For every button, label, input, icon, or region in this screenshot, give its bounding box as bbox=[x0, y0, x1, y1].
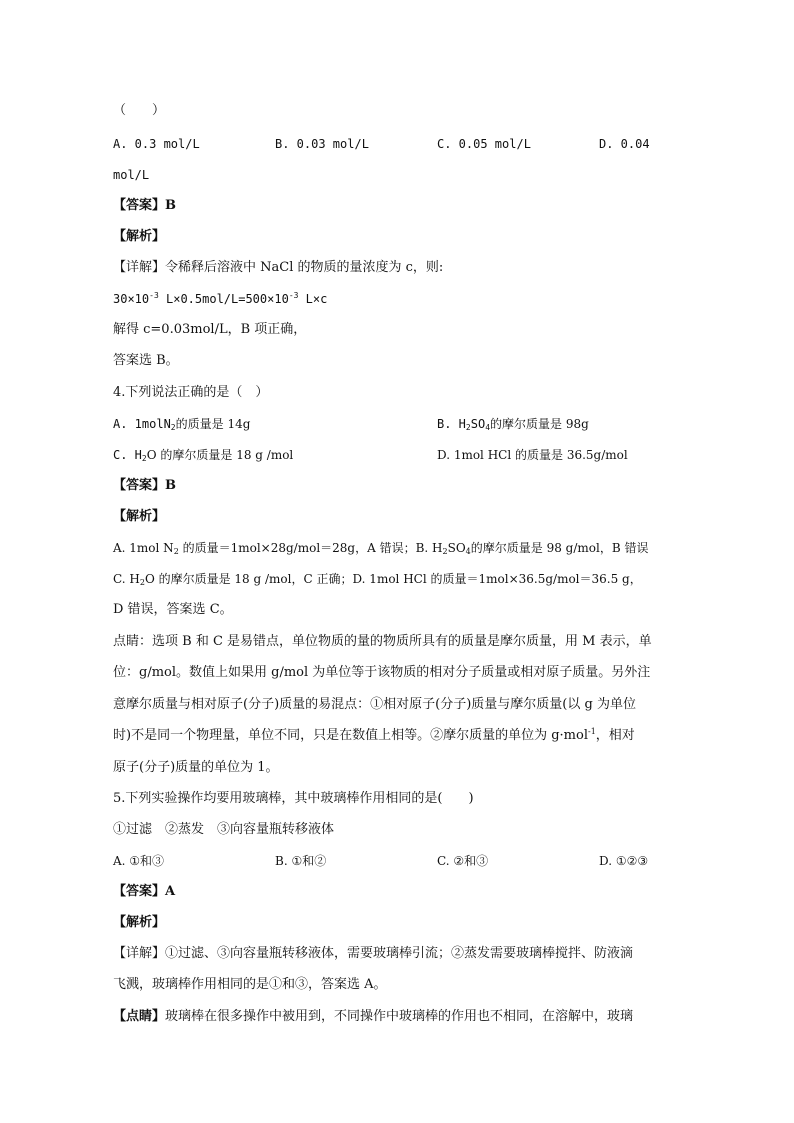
q4-analysis-line-1: A. 1mol $N_2$ 的质量＝1mol×28g/mol＝28g，A 错误；B. $H_2SO_4$的摩尔质量是 98 g/mol，B 错误 bbox=[113, 541, 649, 556]
q3-analysis-heading: 【解析】 bbox=[113, 229, 166, 244]
q4-option-b: B. $H_2SO_4$的摩尔质量是 98g bbox=[437, 417, 589, 432]
q4-tip-line-5: 原子(分子)质量的单位为 1。 bbox=[113, 760, 279, 775]
q4-answer: 【答案】B bbox=[113, 478, 176, 493]
q4-tip-line-2: 位：g/mol。数值上如果用 g/mol 为单位等于该物质的相对分子质量或相对原子质量。另外注 bbox=[113, 665, 651, 680]
q4-analysis-line-3: D 错误，答案选 C。 bbox=[113, 602, 233, 617]
q5-analysis-heading: 【解析】 bbox=[113, 915, 166, 930]
q4-tip-line-3: 意摩尔质量与相对原子(分子)质量的易混点：①相对原子(分子)质量与摩尔质量(以 g 为单位 bbox=[113, 697, 636, 712]
q3-option-a: A. 0.3 mol/L bbox=[113, 137, 200, 151]
q5-answer: 【答案】A bbox=[113, 884, 176, 899]
q3-answer: 【答案】B bbox=[113, 198, 176, 213]
q4-option-a: A. 1molN$_2$的质量是 14g bbox=[113, 417, 251, 432]
q4-analysis-heading: 【解析】 bbox=[113, 509, 166, 524]
q3-final: 答案选 B。 bbox=[113, 353, 179, 368]
q5-option-d: D. ①②③ bbox=[599, 854, 649, 868]
q5-items: ①过滤 ②蒸发 ③向容量瓶转移液体 bbox=[113, 822, 335, 837]
q3-option-d: D. 0.04 bbox=[599, 137, 650, 151]
q5-detail-line-1: 【详解】①过滤、③向容量瓶转移液体，需要玻璃棒引流；②蒸发需要玻璃棒搅拌、防液滴 bbox=[113, 946, 634, 961]
q4-analysis-line-2: C. $H_2O$ 的摩尔质量是 18 g /mol，C 正确；D. 1mol HCl 的质量＝1mol×36.5g/mol＝36.5 g， bbox=[113, 572, 642, 587]
q5-stem: 5.下列实验操作均要用玻璃棒，其中玻璃棒作用相同的是( ) bbox=[113, 791, 474, 806]
q3-option-d-wrap: mol/L bbox=[113, 168, 150, 182]
q5-option-b: B. ①和② bbox=[275, 854, 327, 868]
q5-option-c: C. ②和③ bbox=[437, 854, 489, 868]
q4-option-c: C. $H_2O$ 的摩尔质量是 18 g /mol bbox=[113, 448, 294, 463]
q3-option-c: C. 0.05 mol/L bbox=[437, 137, 531, 151]
q3-detail: 【详解】令稀释后溶液中 NaCl 的物质的量浓度为 c，则: bbox=[113, 260, 444, 275]
q4-tip-line-4: 时)不是同一个物理量，单位不同，只是在数值上相等。②摩尔质量的单位为 g·mol$^{-1}$，相对 bbox=[113, 727, 635, 743]
q4-option-d: D. 1mol HCl 的质量是 36.5g/mol bbox=[437, 448, 628, 462]
q3-option-b: B. 0.03 mol/L bbox=[275, 137, 369, 151]
q4-tip-line-1: 点睛：选项 B 和 C 是易错点，单位物质的量的物质所具有的质量是摩尔质量，用 M 表示，单 bbox=[113, 634, 652, 649]
q3-paren: （ ） bbox=[113, 103, 166, 118]
q3-equation: $30\times 10^{-3}$ $L\times 0.5mol/L=500\times 10^{-3}$ L×c bbox=[113, 291, 328, 306]
q5-option-a: A. ①和③ bbox=[113, 854, 165, 868]
q4-stem: 4.下列说法正确的是（ ） bbox=[113, 385, 269, 400]
q5-detail-line-2: 飞溅，玻璃棒作用相同的是①和③，答案选 A。 bbox=[113, 977, 387, 992]
q3-solve: 解得 c=0.03mol/L，B 项正确， bbox=[113, 322, 307, 337]
q5-tip: 【点睛】玻璃棒在很多操作中被用到，不同操作中玻璃棒的作用也不相同，在溶解中，玻璃 bbox=[113, 1009, 634, 1024]
